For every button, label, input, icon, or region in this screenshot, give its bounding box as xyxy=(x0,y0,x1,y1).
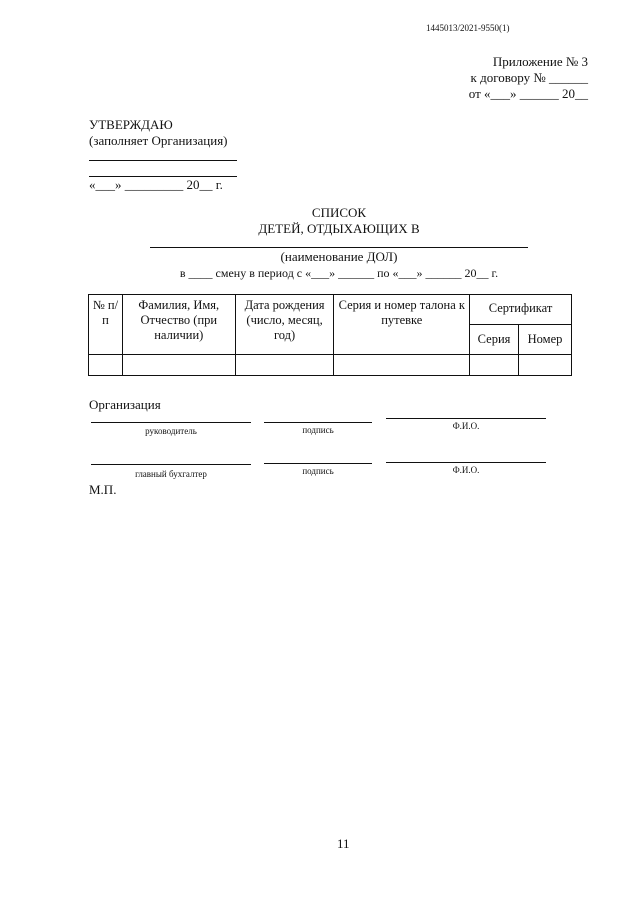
head-role-label: руководитель xyxy=(145,426,197,436)
table-cell xyxy=(470,355,519,376)
document-id: 1445013/2021-9550(1) xyxy=(426,23,510,33)
period-line: в ____ смену в период с «___» ______ по «___» ______ 20__ г. xyxy=(179,266,499,280)
stamp-label: М.П. xyxy=(89,482,117,497)
accountant-fio-line xyxy=(386,462,546,463)
header-cert-number: Номер xyxy=(519,325,572,355)
appendix-date-line: от «___» ______ 20__ xyxy=(468,86,588,101)
header-birth: Дата рождения (число, месяц, год) xyxy=(235,295,334,355)
header-cert-series: Серия xyxy=(470,325,519,355)
header-certificate: Сертификат xyxy=(470,295,572,325)
accountant-sign-line xyxy=(264,463,372,464)
head-sign-line xyxy=(264,422,372,423)
dol-note: (наименование ДОЛ) xyxy=(280,249,398,264)
accountant-role-label: главный бухгалтер xyxy=(135,469,207,479)
accountant-fio-label: Ф.И.О. xyxy=(452,465,480,475)
table-cell xyxy=(519,355,572,376)
children-table xyxy=(88,294,572,376)
head-fio-line xyxy=(386,418,546,419)
head-signature-line xyxy=(91,422,251,423)
head-sign-label: подпись xyxy=(302,425,334,435)
appendix-contract-line: к договору № ______ xyxy=(470,70,588,85)
accountant-signature-line xyxy=(91,464,251,465)
header-num: № п/п xyxy=(89,295,123,355)
table-cell xyxy=(89,355,123,376)
header-ticket: Серия и номер талона к путевке xyxy=(334,295,470,355)
accountant-sign-label: подпись xyxy=(302,466,334,476)
table-cell xyxy=(334,355,470,376)
head-fio-label: Ф.И.О. xyxy=(452,421,480,431)
appendix-title: Приложение № 3 xyxy=(492,54,588,69)
table-row xyxy=(89,355,572,376)
dol-name-line xyxy=(150,247,528,248)
table-cell xyxy=(122,355,235,376)
approve-date-line: «___» _________ 20__ г. xyxy=(89,177,223,192)
organization-label: Организация xyxy=(89,397,161,412)
list-title: СПИСОК xyxy=(311,205,367,220)
header-name: Фамилия, Имя, Отчество (при наличии) xyxy=(122,295,235,355)
page-number: 11 xyxy=(337,836,350,851)
approve-signature-line xyxy=(89,160,237,161)
table-cell xyxy=(235,355,334,376)
approve-title: УТВЕРЖДАЮ xyxy=(89,117,173,132)
approve-note: (заполняет Организация) xyxy=(89,133,228,148)
list-subtitle: ДЕТЕЙ, ОТДЫХАЮЩИХ В xyxy=(258,221,420,236)
